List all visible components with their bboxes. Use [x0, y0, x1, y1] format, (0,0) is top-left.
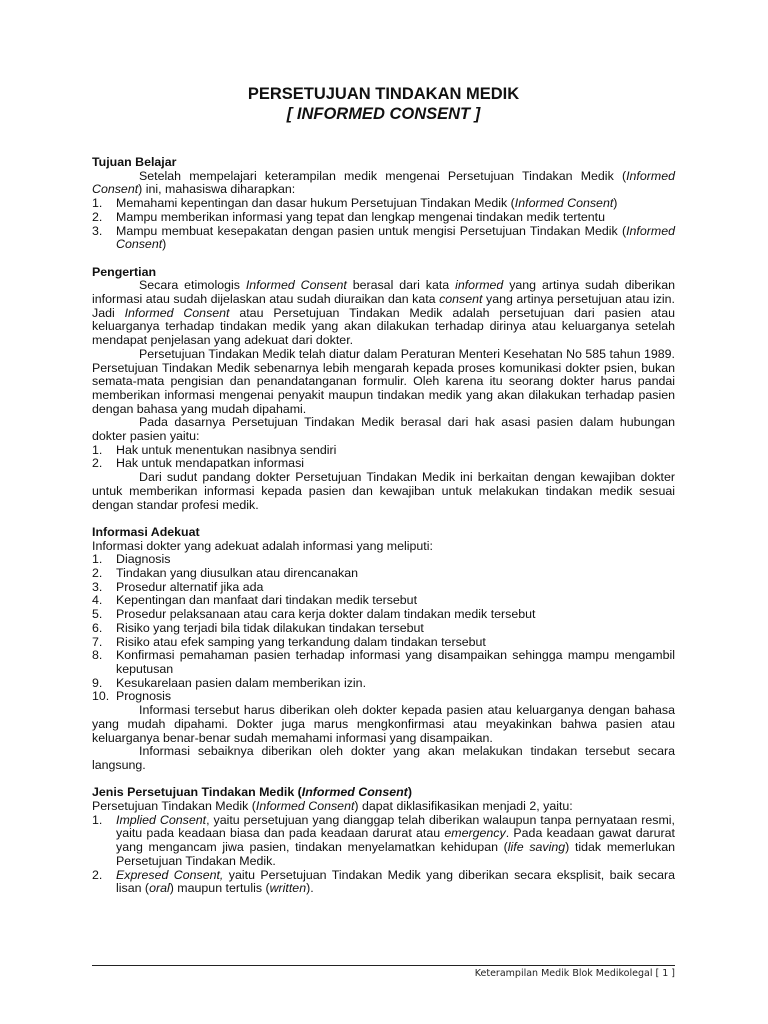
paragraph: Informasi dokter yang adekuat adalah informasi yang meliputi: [92, 538, 433, 553]
list-text: Konfirmasi pemahaman pasien terhadap informasi yang disampaikan sehingga mampu mengambil keputusan [116, 648, 675, 676]
page-footer: Keterampilan Medik Blok Medikolegal [ 1 ] [474, 968, 675, 979]
text-run: Persetujuan Tindakan Medik ( [92, 799, 256, 813]
text-run: atau Persetujuan Tindakan Medik adalah persetujuan dari pasien atau keluarganya terhadap tindakan medik yang akan dilakukan terhadap dirinya atau keluarganya setelah mendapat penjelasan yang adekuat dari dokter. [92, 305, 675, 348]
text-run: Mampu memberikan informasi yang tepat dan lengkap mengenai tindakan medik tertentu [116, 209, 606, 224]
text-run: Secara etimologis [139, 278, 246, 293]
section-pengertian [92, 266, 675, 513]
section-heading [92, 786, 675, 800]
list-number: 1. [92, 196, 103, 211]
list-item [92, 444, 675, 458]
list-text: Hak untuk mendapatkan informasi [116, 456, 305, 471]
italic-term: Informed Consent [245, 278, 347, 293]
italic-term: Informed Consent [116, 223, 675, 252]
list-text: Prosedur pelaksanaan atau cara kerja dokter dalam tindakan medik tersebut [116, 607, 536, 622]
italic-term: Informed Consent [124, 305, 230, 320]
text-run: Jenis Persetujuan Tindakan Medik ( [92, 785, 302, 800]
list-text: Prosedur alternatif jika ada [116, 579, 264, 594]
list-number: 2. [92, 566, 103, 581]
list-item [92, 622, 675, 636]
italic-term: Implied Consent [116, 812, 207, 827]
text-run: ) dapat diklasifikasikan menjadi 2, yaitu: [354, 799, 573, 813]
list-number: 6. [92, 620, 103, 635]
list-number: 1. [92, 442, 103, 457]
text-run: ) [162, 237, 167, 252]
paragraph: Persetujuan Tindakan Medik telah diatur dalam Peraturan Menteri Kesehatan No 585 tahun 1989. Persetujuan Tindakan Medik sebenarnya lebih mengarah kepada proses komunikasi dokter psien, bukan semata-mata pengisian dan penandatanganan formulir. Oleh karena itu seorang dokter harus pandai memberikan informasi mengenai penyakit maupun tindakan medik yang akan dilakukan terhadap pasien dengan bahasa yang mudah dipahami. [92, 346, 675, 416]
list-item [92, 567, 675, 581]
document-page [92, 84, 675, 910]
paragraph: Informasi sebaiknya diberikan oleh dokter yang akan melakukan tindakan tersebut secara langsung. [92, 744, 675, 772]
list-item [92, 211, 675, 225]
paragraph [92, 279, 675, 348]
text-run: berasal dari kata [346, 278, 456, 293]
text-run: Memahami kepentingan dan dasar hukum Persetujuan Tindakan Medik ( [116, 196, 515, 211]
paragraph: Pada dasarnya Persetujuan Tindakan Medik berasal dari hak asasi pasien dalam hubungan dokter pasien yaitu: [92, 415, 675, 444]
list-item [92, 814, 675, 869]
section-heading: Informasi Adekuat [92, 524, 200, 539]
list-number: 5. [92, 607, 103, 622]
italic-term: Expresed Consent, [116, 867, 224, 882]
list-item [92, 677, 675, 691]
text-run: ) [407, 785, 412, 800]
list-number: 10. [92, 689, 110, 704]
text-run: yang artinya sudah diberikan informasi atau sudah dijelaskan atau sudah diuraikan dan kata [92, 278, 675, 307]
objectives-list [92, 197, 675, 252]
text-run: ) [613, 196, 618, 211]
list-text: Kesukarelaan pasien dalam memberikan izin. [116, 675, 367, 690]
paragraph [92, 800, 675, 814]
rights-list [92, 444, 675, 471]
paragraph [92, 170, 675, 197]
list-number: 9. [92, 675, 103, 690]
text-run: , yaitu persetujuan yang dianggap telah diberikan walaupun tanpa pernyataan resmi, yaitu pada keadaan biasa dan pada keadaan darurat atau [116, 812, 675, 841]
list-number: 4. [92, 593, 103, 608]
italic-term: life saving [507, 840, 566, 855]
italic-term: consent [439, 292, 483, 307]
document-title: PERSETUJUAN TINDAKAN MEDIK [247, 85, 520, 103]
text-run: ) maupun tertulis ( [169, 881, 270, 896]
consent-types-list [92, 814, 675, 896]
list-text: Risiko yang terjadi bila tidak dilakukan tindakan tersebut [116, 620, 424, 635]
text-run: . Pada keadaan gawat darurat yang mengancam jiwa pasien, tindakan menyelamatkan kehidupan ( [116, 826, 675, 855]
text-run: yang artinya persetujuan atau izin. Jadi [92, 292, 675, 320]
italic-term: Informed Consent [514, 196, 614, 211]
list-number: 3. [92, 223, 103, 238]
paragraph: Informasi tersebut harus diberikan oleh dokter kepada pasien atau keluarganya dengan bahasa yang mudah dipahami. Dokter juga marus mengkonfirmasi atau meyakinkan bahwa pasien atau keluarganya benar-benar sudah memahami informasi yang disampaikan. [92, 703, 675, 745]
list-item [92, 608, 675, 622]
list-text: Hak untuk menentukan nasibnya sendiri [116, 442, 337, 457]
list-number: 2. [92, 209, 103, 224]
italic-term: Informed Consent [92, 168, 675, 197]
list-number: 7. [92, 634, 103, 649]
section-tujuan-belajar [92, 156, 675, 252]
list-text: Kepentingan dan manfaat dari tindakan medik tersebut [116, 593, 418, 608]
information-list [92, 553, 675, 704]
list-number: 3. [92, 579, 103, 594]
list-number: 2. [92, 456, 103, 471]
section-heading: Tujuan Belajar [92, 155, 177, 169]
text-run: ) ini, mahasiswa diharapkan: [138, 182, 296, 197]
list-item [92, 553, 675, 567]
text-run: ) tidak memerlukan Persetujuan Tindakan Medik. [116, 840, 675, 868]
text-run: ). [306, 881, 314, 896]
italic-term: Informed Consent [301, 785, 408, 800]
list-text: Prognosis [116, 689, 172, 704]
list-item [92, 594, 675, 608]
list-number: 1. [92, 812, 103, 827]
list-text: Risiko atau efek samping yang terkandung dalam tindakan tersebut [116, 634, 486, 649]
italic-term: Informed Consent [255, 799, 355, 813]
list-item [92, 636, 675, 650]
italic-term: oral [149, 881, 170, 896]
list-item [92, 457, 675, 471]
italic-term: emergency [444, 826, 506, 841]
document-subtitle: [ INFORMED CONSENT ] [286, 105, 481, 123]
paragraph: Dari sudut pandang dokter Persetujuan Tindakan Medik ini berkaitan dengan kewajiban dokter untuk memberikan informasi kepada pasien dan kewajiban untuk melakukan tindakan medik sesuai dengan standar profesi medik. [92, 470, 675, 512]
text-run: yaitu Persetujuan Tindakan Medik yang diberikan secara eksplisit, baik secara lisan ( [116, 867, 676, 896]
list-item [92, 197, 675, 211]
list-number: 2. [92, 867, 103, 882]
section-heading: Pengertian [92, 264, 157, 279]
list-item [92, 225, 675, 252]
list-number: 1. [92, 552, 103, 567]
list-number: 8. [92, 648, 103, 663]
list-text: Diagnosis [116, 552, 171, 567]
list-item [92, 869, 675, 896]
italic-term: informed [455, 278, 504, 293]
list-item [92, 581, 675, 595]
list-text: Tindakan yang diusulkan atau direncanakan [116, 566, 359, 581]
section-informasi-adekuat [92, 526, 675, 773]
list-item [92, 690, 675, 704]
footer-divider [92, 965, 675, 966]
list-item [92, 649, 675, 676]
italic-term: written [269, 881, 307, 896]
text-run: Mampu membuat kesepakatan dengan pasien untuk mengisi Persetujuan Tindakan Medik ( [116, 223, 627, 238]
text-run: Setelah mempelajari keterampilan medik mengenai Persetujuan Tindakan Medik ( [139, 168, 627, 183]
section-jenis-persetujuan [92, 786, 675, 896]
